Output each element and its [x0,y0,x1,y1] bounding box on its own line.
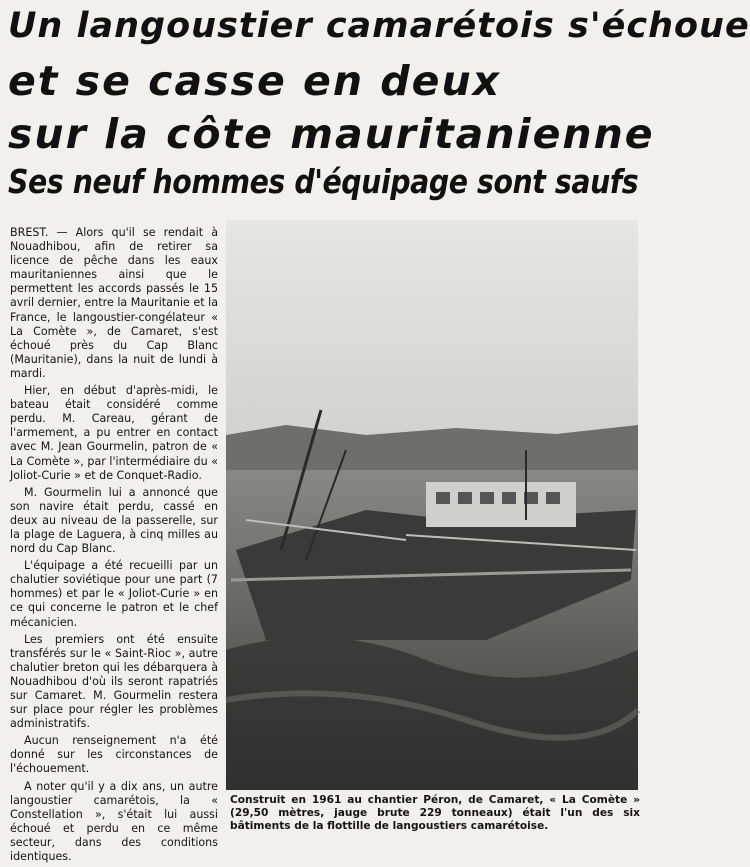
article-paragraph-3: M. Gourmelin lui a annoncé que son navire était perdu, cassé en deux au niveau de la passerelle, sur la plage de Laguera, à cinq milles au nord du Cap Blanc. [10,485,218,556]
article-paragraph-2: Hier, en début d'après-midi, le bateau était considéré comme perdu. M. Careau, gérant de l'armement, a pu entrer en contact avec M. Jean Gourmelin, patron de « La Comète », par l'intermédiaire du « Joliot-Curie » et de Conquet-Radio. [10,384,218,482]
headline-line-1: Un langoustier camarétois s'échoue [8,6,750,46]
article-body [10,226,218,867]
photo-caption: Construit en 1961 au chantier Péron, de Camaret, « La Comète » (29,50 mètres, jauge brute 229 tonneaux) était l'un des six bâtiments de la flottille de langoustiers camarétoise. [230,794,640,832]
shipwreck-photo [226,220,638,790]
article-paragraph-1: BREST. — Alors qu'il se rendait à Nouadhibou, afin de retirer sa licence de pêche dans les eaux mauritaniennes ainsi que le permettent les accords passés le 15 avril dernier, entre la Mauritanie et la France, le langoustier-congélateur « La Comète », de Camaret, s'est échoué près du Cap Blanc (Mauritanie), dans la nuit de lundi à mardi. [10,226,218,380]
article-paragraph-5: Les premiers ont été ensuite transférés sur le « Saint-Rioc », autre chalutier breton qui les débarquera à Nouadhibou d'où ils seront rapatriés sur Camaret. M. Gourmelin restera sur place pour régler les problèmes administratifs. [10,632,218,731]
article-paragraph-6: Aucun renseignement n'a été donné sur les circonstances de l'échouement. [10,734,218,776]
article-paragraph-7: A noter qu'il y a dix ans, un autre langoustier camarétois, la « Constellation », s'était lui aussi échoué et perdu en ce même secteur, dans des conditions identiques. [10,779,218,864]
headline-line-2: et se casse en deux [8,57,502,105]
headline-deck: Ses neuf hommes d'équipage sont saufs [8,162,639,201]
article-paragraph-4: L'équipage a été recueilli par un chalutier soviétique pour une part (7 hommes) et par le « Joliot-Curie » en ce qui concerne le patron et le chef mécanicien. [10,559,218,629]
headline-line-3: sur la côte mauritanienne [8,110,655,158]
